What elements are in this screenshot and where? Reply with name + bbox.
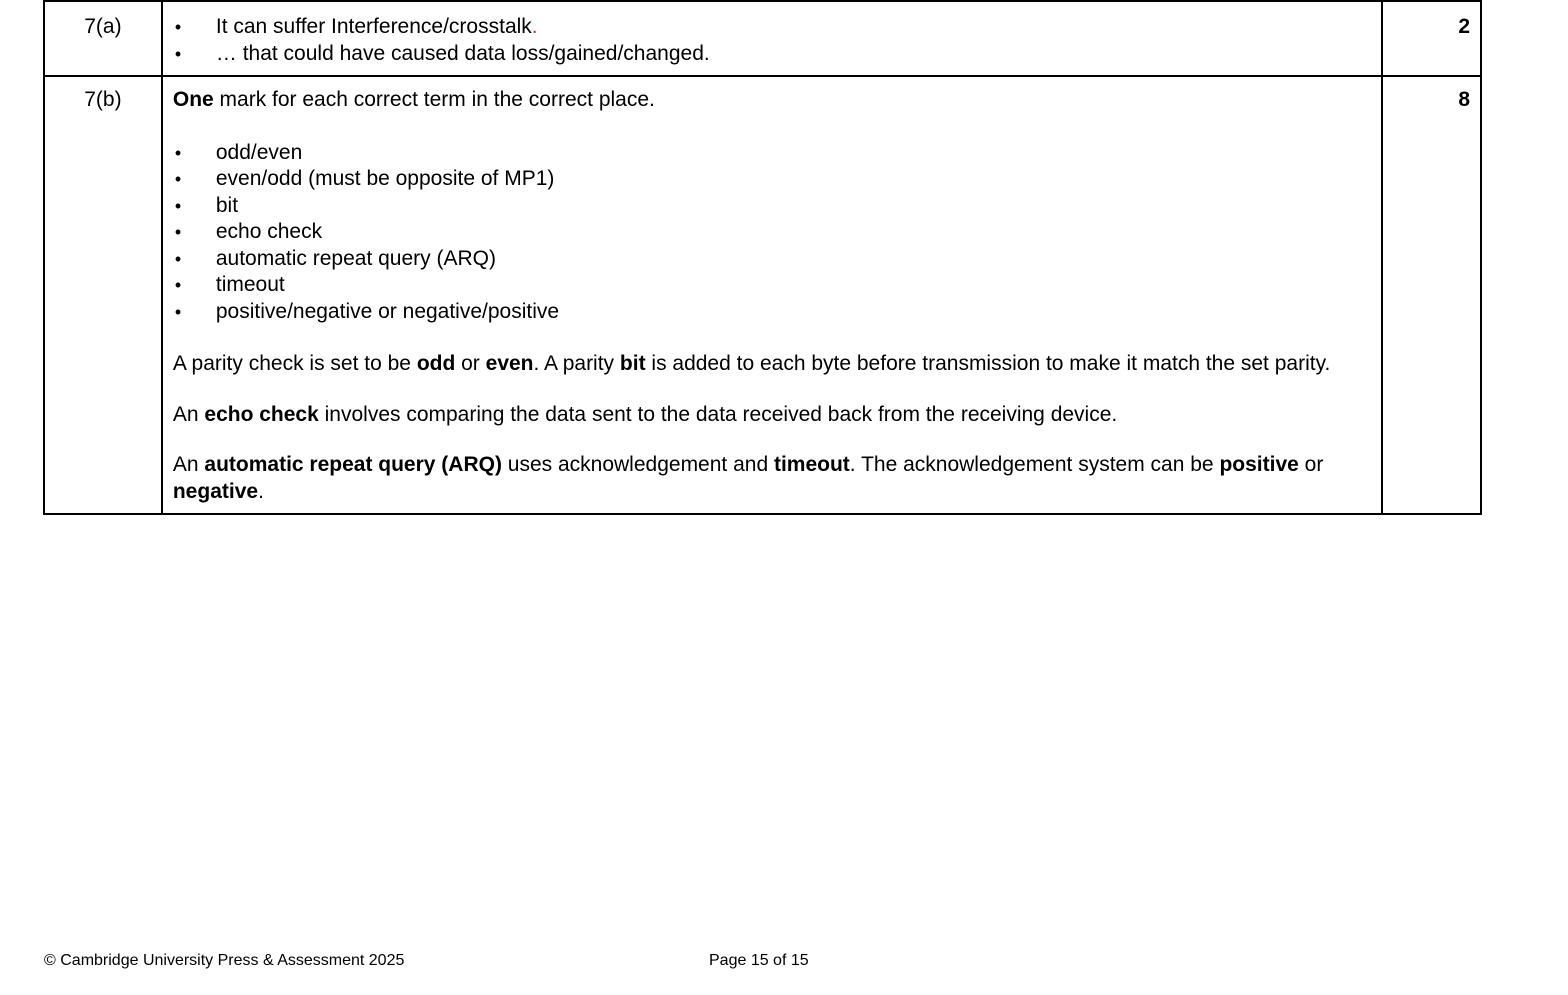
list-item: • timeout: [173, 272, 1371, 299]
intro-rest: mark for each correct term in the correct place.: [213, 88, 655, 111]
footer-copyright: © Cambridge University Press & Assessment 2025: [44, 952, 405, 969]
list-item: • positive/negative or negative/positive: [173, 299, 1371, 326]
marks-value: 2: [1382, 1, 1481, 76]
echo-paragraph: An echo check involves comparing the data sent to the data received back from the receiving device.: [172, 402, 1118, 426]
list-item: • … that could have caused data loss/gained/changed.: [173, 41, 1371, 68]
footer-page-number: Page 15 of 15: [709, 952, 809, 969]
list-item: [173, 14, 1371, 41]
bullet-list: [173, 14, 1371, 67]
bullet-list: [173, 140, 1371, 326]
list-item: • bit: [173, 193, 1371, 220]
question-number: 7(b): [44, 76, 162, 514]
intro-bold: One: [172, 88, 214, 111]
answer-cell: [162, 76, 1382, 514]
bullet-end-punct: .: [531, 15, 538, 38]
parity-paragraph: A parity check is set to be odd or even. A parity bit is added to each byte before transmission to make it match the set parity.: [172, 352, 1331, 375]
list-item: • odd/even: [173, 140, 1371, 167]
arq-paragraph: An automatic repeat query (ARQ) uses acknowledgement and timeout. The acknowledgement system can be positive or negative.: [172, 453, 1324, 503]
list-item: • automatic repeat query (ARQ): [173, 246, 1371, 273]
answer-cell: [162, 1, 1382, 76]
bullet-text: It can suffer Interference/crosstalk: [215, 15, 532, 38]
mark-scheme-table: [43, 0, 1482, 515]
table-row: [44, 1, 1481, 76]
list-item: • even/odd (must be opposite of MP1): [173, 166, 1371, 193]
table-row: [44, 76, 1481, 514]
list-item: • echo check: [173, 219, 1371, 246]
question-number: 7(a): [44, 1, 162, 76]
intro-text: [173, 87, 1371, 114]
marks-value: 8: [1382, 76, 1481, 514]
